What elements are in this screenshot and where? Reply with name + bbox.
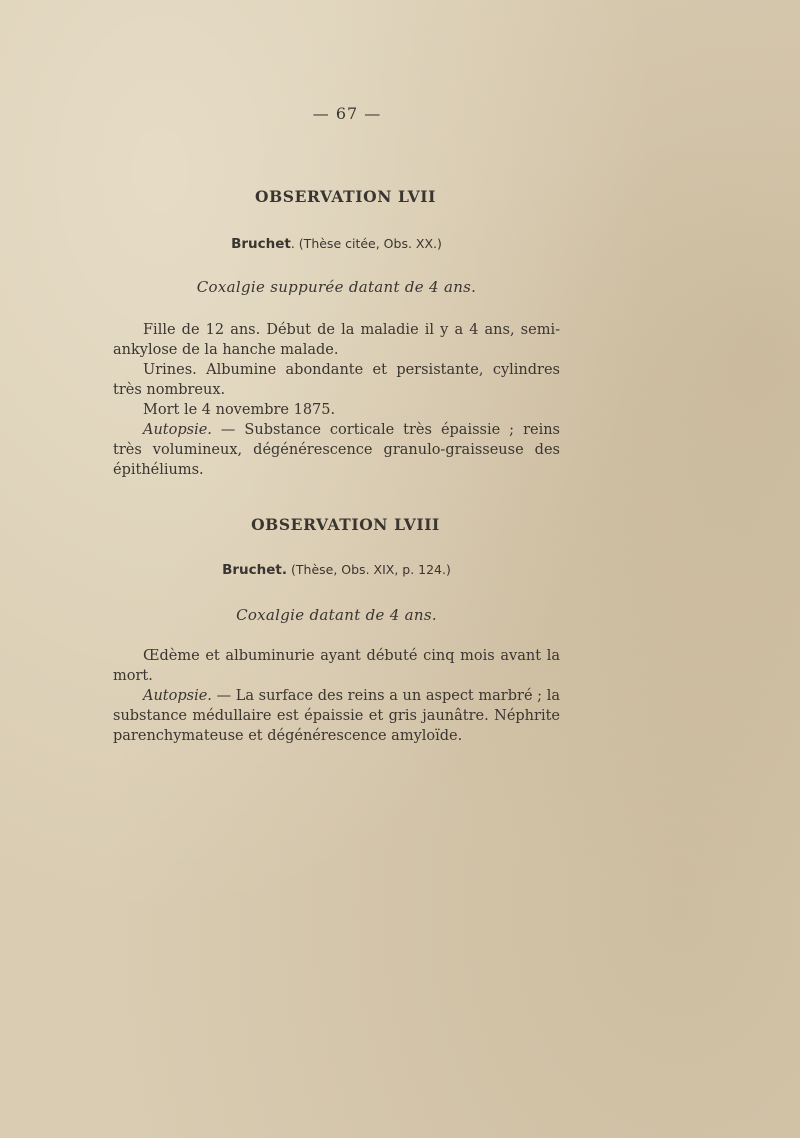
- citation-author: Bruchet.: [222, 562, 288, 578]
- paragraph-text: Urines. Albumine abondante et persistante, cylindres très nombreux.: [113, 362, 560, 398]
- paragraph-text: Fille de 12 ans. Début de la maladie il y a 4 ans, semi-ankylose de la hanche malade.: [113, 322, 560, 358]
- citation-reference: . (Thèse citée, Obs. XX.): [290, 236, 442, 251]
- observation-body: [113, 646, 560, 746]
- case-title: Coxalgie datant de 4 ans.: [236, 606, 437, 624]
- observation-body: [113, 320, 560, 480]
- paragraph-lead: Autopsie.: [143, 688, 212, 704]
- paragraph-text: — Substance corticale très épaissie ; reins très volumineux, dégénérescence granulo-graisseuse des épithéliums.: [113, 422, 560, 478]
- paragraph: [113, 360, 560, 400]
- paragraph: [113, 646, 560, 686]
- paragraph: [113, 320, 560, 360]
- observation-lvii: [113, 187, 560, 480]
- citation: [113, 236, 560, 252]
- citation: [113, 562, 560, 578]
- citation-author: Bruchet: [231, 236, 291, 252]
- paragraph: [113, 686, 560, 746]
- paragraph-text: Mort le 4 novembre 1875.: [143, 402, 336, 418]
- observation-lviii: [113, 515, 560, 746]
- observation-title: OBSERVATION LVIII: [251, 515, 440, 534]
- paragraph-text: — La surface des reins a un aspect marbré ; la substance médullaire est épaissie et gris jaunâtre. Néphrite parenchymateuse et dégénérescence amyloïde.: [113, 688, 560, 744]
- observation-title: OBSERVATION LVII: [255, 187, 436, 206]
- case-title: Coxalgie suppurée datant de 4 ans.: [196, 278, 477, 296]
- paragraph: [113, 400, 560, 420]
- paragraph: [113, 420, 560, 480]
- citation-reference: (Thèse, Obs. XIX, p. 124.): [287, 562, 451, 577]
- paragraph-lead: Autopsie.: [143, 422, 212, 438]
- page-number: — 67 —: [312, 104, 382, 123]
- paragraph-text: Œdème et albuminurie ayant débuté cinq mois avant la mort.: [113, 648, 560, 684]
